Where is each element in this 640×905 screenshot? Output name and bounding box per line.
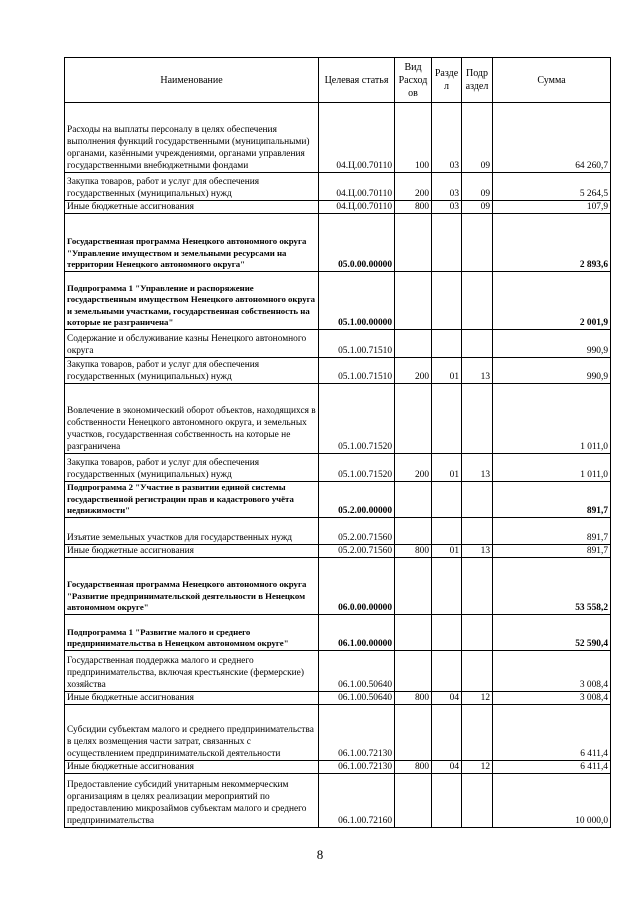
row-expense-type: 100	[395, 103, 432, 173]
row-subsection: 13	[462, 454, 493, 482]
row-sum: 107,9	[493, 201, 611, 214]
row-sum: 6 411,4	[493, 760, 611, 773]
row-subsection	[462, 330, 493, 358]
row-name: Предоставление субсидий унитарным некоммерческим организациям в целях реализации мероприятий по предоставлению микрозаймов субъектам малого и среднего предпринимательства	[65, 773, 319, 827]
table-row	[65, 330, 611, 358]
row-name: Иные бюджетные ассигнования	[65, 760, 319, 773]
row-expense-type: 200	[395, 358, 432, 384]
table-row	[65, 103, 611, 173]
row-sum: 990,9	[493, 330, 611, 358]
row-name: Содержание и обслуживание казны Ненецкого автономного округа	[65, 330, 319, 358]
row-subsection	[462, 384, 493, 454]
row-section	[432, 614, 462, 650]
table-row	[65, 760, 611, 773]
row-name: Иные бюджетные ассигнования	[65, 544, 319, 557]
row-sum: 10 000,0	[493, 773, 611, 827]
table-row	[65, 384, 611, 454]
header-subsection: Подр аздел	[462, 58, 493, 103]
row-target-code: 05.2.00.71560	[319, 517, 395, 544]
row-target-code: 05.2.00.00000	[319, 482, 395, 518]
row-section: 03	[432, 201, 462, 214]
row-name: Иные бюджетные ассигнования	[65, 201, 319, 214]
row-section: 01	[432, 454, 462, 482]
row-expense-type	[395, 614, 432, 650]
row-section: 04	[432, 760, 462, 773]
row-section	[432, 214, 462, 272]
row-sum: 5 264,5	[493, 173, 611, 201]
row-target-code: 05.1.00.00000	[319, 272, 395, 330]
row-subsection	[462, 517, 493, 544]
row-expense-type	[395, 272, 432, 330]
row-expense-type	[395, 330, 432, 358]
row-expense-type	[395, 214, 432, 272]
row-section	[432, 773, 462, 827]
row-section	[432, 650, 462, 691]
row-sum: 64 260,7	[493, 103, 611, 173]
header-section: Разде л	[432, 58, 462, 103]
row-sum: 53 558,2	[493, 557, 611, 614]
row-sum: 2 001,9	[493, 272, 611, 330]
table-row	[65, 358, 611, 384]
row-sum: 1 011,0	[493, 454, 611, 482]
row-subsection	[462, 557, 493, 614]
row-name: Иные бюджетные ассигнования	[65, 691, 319, 704]
row-name: Государственная поддержка малого и среднего предпринимательства, включая крестьянские (фермерские) хозяйства	[65, 650, 319, 691]
table-row	[65, 482, 611, 518]
header-type: Вид Расход ов	[395, 58, 432, 103]
row-target-code: 06.1.00.50640	[319, 691, 395, 704]
row-target-code: 05.2.00.71560	[319, 544, 395, 557]
row-expense-type	[395, 650, 432, 691]
row-target-code: 06.1.00.72130	[319, 704, 395, 760]
row-sum: 52 590,4	[493, 614, 611, 650]
row-name: Изъятие земельных участков для государственных нужд	[65, 517, 319, 544]
table-row	[65, 454, 611, 482]
row-subsection	[462, 214, 493, 272]
header-name: Наименование	[65, 58, 319, 103]
table-row	[65, 214, 611, 272]
row-target-code: 06.1.00.72160	[319, 773, 395, 827]
row-subsection	[462, 482, 493, 518]
row-section: 03	[432, 103, 462, 173]
row-name: Расходы на выплаты персоналу в целях обеспечения выполнения функций государственными (муниципальными) органами, казёнными учреждениями, органами управления государственными внебюджетными фондами	[65, 103, 319, 173]
row-name: Подпрограмма 1 "Управление и распоряжение государственным имуществом Ненецкого автономного округа и земельными участками, государственная собственность на которые не разграничена"	[65, 272, 319, 330]
table-row	[65, 614, 611, 650]
table-row	[65, 557, 611, 614]
row-target-code: 05.1.00.71520	[319, 384, 395, 454]
row-name: Закупка товаров, работ и услуг для обеспечения государственных (муниципальных) нужд	[65, 454, 319, 482]
row-expense-type	[395, 384, 432, 454]
row-name: Подпрограмма 1 "Развитие малого и среднего предпринимательства в Ненецком автономном округе"	[65, 614, 319, 650]
row-subsection: 12	[462, 691, 493, 704]
row-expense-type	[395, 773, 432, 827]
header-sum: Сумма	[493, 58, 611, 103]
row-expense-type: 800	[395, 201, 432, 214]
row-expense-type	[395, 517, 432, 544]
row-subsection	[462, 650, 493, 691]
row-name: Закупка товаров, работ и услуг для обеспечения государственных (муниципальных) нужд	[65, 358, 319, 384]
row-expense-type	[395, 557, 432, 614]
row-subsection	[462, 773, 493, 827]
row-expense-type	[395, 704, 432, 760]
row-sum: 2 893,6	[493, 214, 611, 272]
row-name: Государственная программа Ненецкого автономного округа "Управление имуществом и земельными ресурсами на территории Ненецкого автономного округа"	[65, 214, 319, 272]
row-target-code: 06.0.00.00000	[319, 557, 395, 614]
row-target-code: 04.Ц.00.70110	[319, 173, 395, 201]
row-sum: 891,7	[493, 482, 611, 518]
row-subsection: 12	[462, 760, 493, 773]
row-sum: 3 008,4	[493, 691, 611, 704]
row-name: Субсидии субъектам малого и среднего предпринимательства в целях возмещения части затрат, связанных с осуществлением предпринимательской деятельности	[65, 704, 319, 760]
row-subsection: 09	[462, 201, 493, 214]
row-section	[432, 482, 462, 518]
row-expense-type: 200	[395, 173, 432, 201]
row-section: 01	[432, 358, 462, 384]
budget-table	[64, 57, 611, 828]
row-section	[432, 384, 462, 454]
table-header-row	[65, 58, 611, 103]
table-row	[65, 704, 611, 760]
row-expense-type	[395, 482, 432, 518]
row-subsection: 13	[462, 358, 493, 384]
row-expense-type: 800	[395, 544, 432, 557]
row-subsection: 09	[462, 103, 493, 173]
row-name: Государственная программа Ненецкого автономного округа "Развитие предпринимательской деятельности в Ненецком автономном округе"	[65, 557, 319, 614]
row-sum: 891,7	[493, 517, 611, 544]
row-name: Подпрограмма 2 "Участие в развитии единой системы государственной регистрации прав и кадастрового учёта недвижимости"	[65, 482, 319, 518]
row-section	[432, 557, 462, 614]
row-expense-type: 200	[395, 454, 432, 482]
row-section: 04	[432, 691, 462, 704]
row-expense-type: 800	[395, 691, 432, 704]
row-target-code: 05.1.00.71510	[319, 330, 395, 358]
page-number: 8	[316, 847, 324, 862]
row-subsection: 09	[462, 173, 493, 201]
row-name: Закупка товаров, работ и услуг для обеспечения государственных (муниципальных) нужд	[65, 173, 319, 201]
row-target-code: 06.1.00.50640	[319, 650, 395, 691]
row-sum: 1 011,0	[493, 384, 611, 454]
row-name: Вовлечение в экономический оборот объектов, находящихся в собственности Ненецкого автономного округа, и земельных участков, государственная собственность на которые не разграничена	[65, 384, 319, 454]
table-row	[65, 272, 611, 330]
table-row	[65, 173, 611, 201]
row-subsection	[462, 272, 493, 330]
row-expense-type: 800	[395, 760, 432, 773]
table-row	[65, 201, 611, 214]
row-target-code: 05.1.00.71510	[319, 358, 395, 384]
table-row	[65, 650, 611, 691]
row-sum: 990,9	[493, 358, 611, 384]
row-target-code: 05.1.00.71520	[319, 454, 395, 482]
row-target-code: 06.1.00.72130	[319, 760, 395, 773]
row-sum: 891,7	[493, 544, 611, 557]
table-row	[65, 544, 611, 557]
row-section: 01	[432, 544, 462, 557]
row-target-code: 05.0.00.00000	[319, 214, 395, 272]
row-subsection: 13	[462, 544, 493, 557]
row-section	[432, 704, 462, 760]
row-section	[432, 272, 462, 330]
row-sum: 3 008,4	[493, 650, 611, 691]
row-target-code: 04.Ц.00.70110	[319, 201, 395, 214]
row-section	[432, 517, 462, 544]
row-target-code: 04.Ц.00.70110	[319, 103, 395, 173]
row-section: 03	[432, 173, 462, 201]
row-subsection	[462, 614, 493, 650]
table-row	[65, 691, 611, 704]
row-subsection	[462, 704, 493, 760]
table-row	[65, 773, 611, 827]
row-target-code: 06.1.00.00000	[319, 614, 395, 650]
row-sum: 6 411,4	[493, 704, 611, 760]
table-row	[65, 517, 611, 544]
header-target: Целевая статья	[319, 58, 395, 103]
row-section	[432, 330, 462, 358]
